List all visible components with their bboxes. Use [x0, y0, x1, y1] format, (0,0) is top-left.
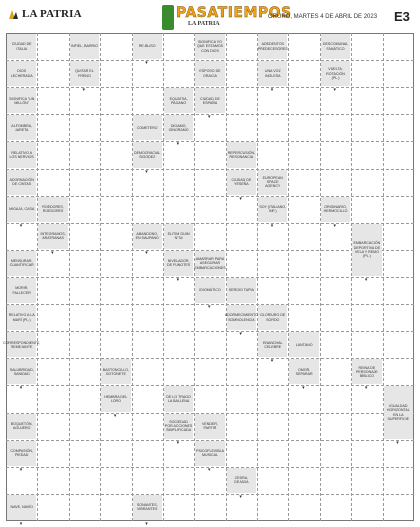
clue-text: PSICOFLEXIBLA MUSICAL	[196, 449, 225, 458]
clue-cell	[195, 88, 224, 113]
clue-cell	[321, 34, 350, 59]
clue-text: DE LO TRAGO LA BALLENA	[166, 394, 191, 403]
clue-cell	[7, 305, 36, 330]
clue-text: INFIEL, BARRIO	[70, 44, 98, 49]
clue-text: IDIOMÁTICO	[199, 288, 221, 293]
clue-text: CIUDAD DE YESEÑA	[231, 177, 252, 187]
clue-cell	[195, 441, 224, 466]
clue-text: ESPOSO DE GRACIA	[199, 69, 221, 78]
clue-text: DEMOCRACIAL SIGODEZ	[134, 150, 161, 159]
newspaper-logo: LA PATRIA	[22, 8, 82, 20]
clue-text: NIVELADOR, DE FUNOTES	[167, 259, 191, 268]
clue-text: UNA VOZ INGLESA	[264, 69, 281, 78]
clue-cell	[7, 88, 36, 113]
page-header	[0, 0, 420, 32]
clue-cell	[133, 34, 162, 59]
clue-text: INTEGRAMOS, ARATRANAS	[40, 232, 66, 241]
clue-cell	[258, 34, 287, 59]
clue-cell	[38, 197, 67, 222]
clue-text: MIGAJA, CASA	[9, 207, 35, 212]
section-title: PASATIEMPOS	[176, 5, 292, 21]
direction-arrow-icon: ▾	[333, 87, 337, 94]
grid-line-horizontal	[6, 385, 414, 386]
clue-cell	[227, 278, 256, 303]
clue-cell	[258, 305, 287, 330]
clue-cell	[7, 414, 36, 439]
clue-text: CORRESPONDIENTE, SEMEJANTE	[3, 340, 41, 349]
clue-text: SOCIEDAD POR ACCIONES SIMPLIFICADA	[164, 419, 193, 433]
clue-cell	[7, 61, 36, 86]
direction-arrow-icon: ▾	[364, 277, 368, 283]
clue-cell	[164, 115, 193, 140]
grid-line-horizontal	[6, 169, 414, 170]
badge-mascot-icon	[162, 5, 174, 30]
direction-arrow-icon: ▾	[239, 493, 242, 500]
clue-text: SIGNIFICA YO QUE ESTAMOS CON DIOS	[196, 40, 224, 53]
direction-arrow-icon: ▾	[113, 412, 117, 419]
clue-text: ADORMECIMIENTO SOMNOLENCIA	[224, 313, 259, 322]
clue-text: DESCOMUNAL FANÁTICO	[322, 42, 349, 51]
direction-arrow-icon: ▾	[19, 466, 23, 473]
clue-cell	[195, 61, 224, 86]
clue-text: SONANTES, VIBRANTES	[136, 503, 158, 512]
clue-cell	[133, 224, 162, 249]
clue-cell	[101, 359, 130, 384]
clue-cell	[258, 197, 287, 222]
clue-cell	[258, 332, 287, 357]
grid-line-horizontal	[6, 141, 414, 142]
clue-cell	[258, 61, 287, 86]
direction-arrow-icon: ▾	[208, 304, 211, 311]
clue-cell	[224, 305, 259, 330]
clue-cell	[133, 495, 162, 520]
clue-cell	[227, 142, 256, 167]
clue-text: GLORIURO DE SORDO	[260, 313, 286, 322]
clue-cell	[3, 332, 41, 357]
clue-text: EQUATSA, PAGANO	[169, 96, 188, 105]
clue-text: VENDER, PARTIR	[201, 421, 218, 431]
clue-cell	[195, 251, 224, 276]
clue-cell	[7, 441, 36, 466]
clue-cell	[384, 386, 413, 438]
clue-cell	[7, 359, 36, 384]
direction-arrow-icon: ▾	[239, 195, 242, 202]
clue-cell	[289, 332, 318, 357]
clue-text: MENSURAR, CUANTIFICAR	[9, 259, 34, 268]
page-number: E3	[394, 9, 410, 24]
direction-arrow-icon: ▾	[176, 439, 180, 446]
direction-arrow-icon: ▾	[19, 222, 23, 229]
clue-cell	[70, 34, 99, 59]
clue-cell	[7, 142, 36, 167]
clue-cell	[321, 197, 350, 222]
direction-arrow-icon: ▾	[145, 168, 148, 175]
clue-text: BASTONCILLO, GOTONETE	[102, 367, 129, 376]
clue-cell	[227, 468, 256, 493]
clue-cell	[133, 142, 162, 167]
clue-cell	[7, 34, 36, 59]
clue-text: CIUDAD DE ITALIA	[11, 42, 32, 51]
direction-arrow-icon: ▾	[176, 141, 180, 148]
clue-cell	[101, 386, 130, 411]
clue-text: IGUALDAD HORIZONTAL EN LA SUPERFICIE	[386, 404, 410, 421]
direction-arrow-icon: ▾	[396, 439, 399, 446]
clue-text: COMPASIÓN, PIEDAD	[10, 449, 34, 458]
direction-arrow-icon: ▾	[270, 358, 274, 365]
clue-cell	[7, 170, 36, 195]
clue-text: ORIGINARIO, HERMOCILLO	[323, 205, 348, 214]
direction-arrow-icon: ▾	[270, 87, 274, 94]
clue-text: QUITAR EL FRENO	[75, 69, 94, 78]
clue-text: HEMBRA DEL LORO	[104, 394, 128, 403]
clue-text: CIUDAD DE ESPAÑA	[200, 96, 220, 105]
clue-cell	[195, 278, 224, 303]
clue-text: DIOS LECHERADA	[10, 69, 33, 78]
clue-cell	[164, 251, 193, 276]
clue-cell	[227, 170, 256, 195]
clue-text: BOQUETÓN, AGUJERO	[10, 421, 33, 431]
clue-cell	[321, 61, 350, 86]
direction-arrow-icon: ▾	[302, 385, 305, 392]
direction-arrow-icon: ▾	[82, 87, 85, 94]
clue-text: SERGIO TAPIA	[228, 288, 254, 293]
clue-cell	[164, 386, 193, 411]
clue-cell	[7, 278, 36, 303]
clue-text: REPERCUSIÓN, RESONANCIA	[227, 150, 256, 159]
direction-arrow-icon: ▾	[270, 222, 274, 229]
clue-text: NAVE, NAVÍO	[10, 505, 33, 510]
clue-cell	[164, 88, 193, 113]
clue-text: EUROPEAN SPACE AGENCY	[262, 175, 283, 189]
clue-text: RE-BLISO	[138, 44, 156, 49]
issue-date: ORURO, MARTES 4 DE ABRIL DE 2023	[268, 14, 378, 20]
direction-arrow-icon: ▾	[333, 222, 337, 229]
grid-line-horizontal	[6, 331, 414, 332]
clue-text: COMETERO	[136, 125, 158, 130]
clue-text: VUELTA, ROTACIÓN (PL.)	[326, 67, 345, 80]
clue-text: ADORNACIÓN DE CINTAS	[9, 177, 34, 187]
clue-text: OMOR, SEPARAR	[295, 367, 313, 376]
direction-arrow-icon: ▾	[364, 385, 368, 392]
clue-cell	[289, 359, 318, 384]
direction-arrow-icon: ▾	[145, 60, 148, 67]
direction-arrow-icon: ▾	[19, 385, 23, 392]
clue-text: CEDRA, DEJADA	[234, 476, 249, 485]
clue-cell	[258, 170, 287, 195]
clue-text: ALFOMBRA, JARETA	[11, 123, 33, 132]
clue-cell	[164, 224, 193, 249]
clue-text: ENANCHAL CELEBRE	[262, 340, 283, 349]
clue-cell	[352, 359, 381, 384]
logo-icon	[8, 8, 19, 20]
clue-cell	[195, 414, 224, 439]
clue-cell	[352, 224, 381, 276]
clue-text: ABANDONO, EN SAUPANO	[135, 232, 159, 241]
section-badge	[162, 5, 292, 30]
clue-text: ELITIM GUIM N°34	[167, 232, 190, 241]
clue-text: RELATIVO A LOS NERVIOS	[9, 150, 34, 159]
clue-text: SALUBRIDAD, SANIDAD	[9, 367, 34, 376]
section-subtitle: LA PATRIA	[188, 21, 220, 27]
direction-arrow-icon: ▾	[19, 521, 23, 527]
direction-arrow-icon: ▾	[51, 249, 54, 256]
direction-arrow-icon: ▾	[208, 466, 211, 473]
crossword-grid[interactable]	[3, 33, 414, 527]
direction-arrow-icon: ▾	[176, 277, 180, 283]
direction-arrow-icon: ▾	[208, 114, 211, 121]
clue-cell	[38, 224, 67, 249]
clue-cell	[133, 115, 162, 140]
clue-text: ADEDENTOS PREDECESORES	[257, 42, 288, 51]
clue-cell	[7, 197, 36, 222]
clue-cell	[195, 34, 224, 59]
clue-text: AMARRAR PARA ASEGURAR EMBARCACIONES	[194, 257, 226, 270]
clue-text: SIGNIFICA "UN MILLÓN"	[9, 96, 35, 105]
clue-cell	[7, 251, 36, 276]
clue-cell	[7, 115, 36, 140]
clue-text: EMBARCACIÓN DEPORTIVA DE VELA Y REMO (PL.)	[353, 241, 381, 259]
clue-text: LANTANO	[295, 342, 313, 347]
clue-cell	[164, 414, 193, 439]
clue-text: DIGAMO, IGNORAMO	[168, 123, 189, 132]
grid-line-horizontal	[6, 494, 414, 495]
clue-text: RELATIVO A LA MARÍ (PL.)	[8, 313, 35, 322]
direction-arrow-icon: ▾	[145, 249, 148, 256]
clue-text: ROEDORES, ROEDORES	[42, 205, 64, 214]
clue-cell	[70, 61, 99, 86]
direction-arrow-icon: ▾	[145, 521, 148, 527]
clue-text: MORIR, FALLECER	[12, 286, 31, 295]
clue-text: REINA DE PERSONAJE BÍBLICO	[356, 365, 378, 378]
direction-arrow-icon: ▾	[239, 331, 242, 338]
clue-cell	[7, 495, 36, 520]
clue-text: SOY (ITALIANO, INF.)	[259, 205, 287, 214]
